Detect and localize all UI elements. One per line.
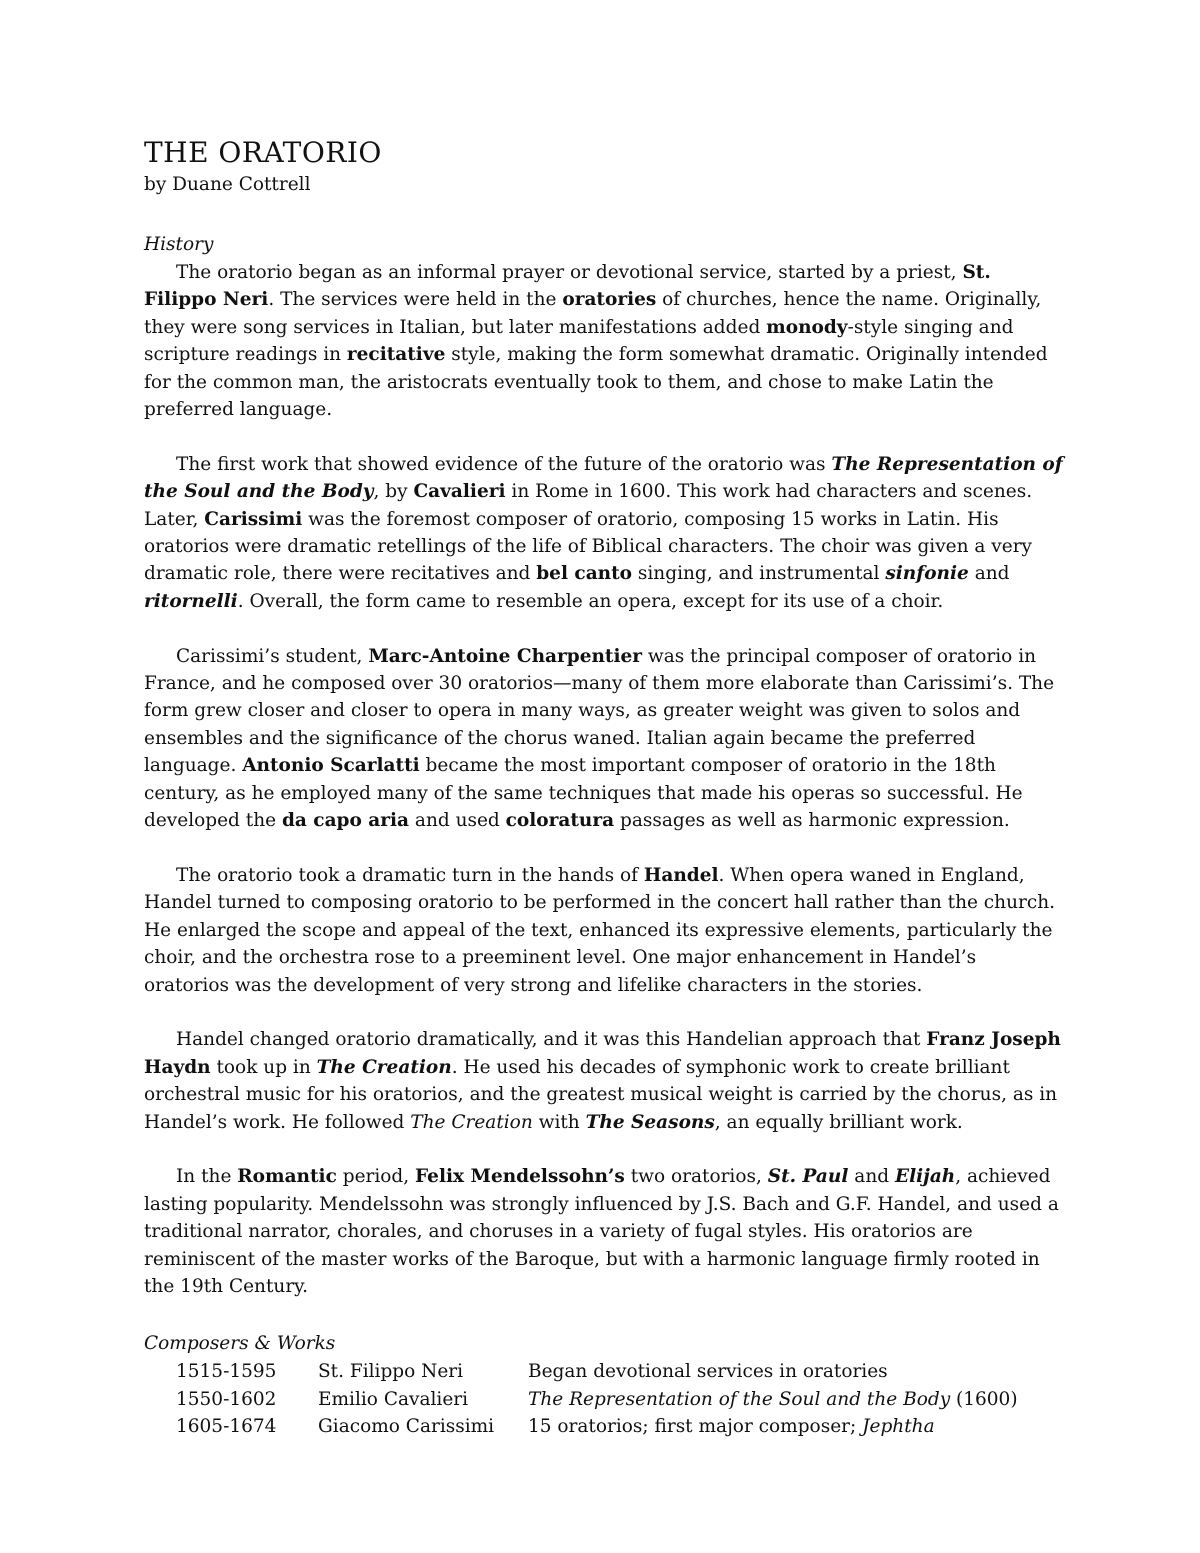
history-paragraph-6 [144,1163,1064,1300]
text-run: , achieved lasting popularity. Mendelssohn was strongly influenced by J.S. Bach and G.F. Handel, and used a traditional narrator, chorales, and choruses in a variety of fugal styles. His oratorios are reminiscent of the master works of the Baroque, but with a harmonic language firmly rooted in the 19th Century. [144,1166,1059,1297]
bold-term: da capo aria [281,810,410,832]
composer-name: Giacomo Carissimi [318,1416,495,1438]
text-run: Carissimi’s student, [176,645,369,667]
text-run: The first work that showed evidence of the future of the oratorio was [176,453,832,475]
text-run: , by [373,481,414,503]
history-paragraph-5 [144,1026,1064,1136]
text-run: and used [409,810,506,832]
composers-works-table [176,1358,1018,1440]
text-run: Began devotional services in oratories [528,1361,888,1383]
text-run: In the [176,1166,238,1188]
author-byline: by Duane Cottrell [144,174,311,195]
bold-term: Handel [643,864,719,886]
bold-term: Carissimi [204,508,303,530]
bold-italic-title: St. Paul [767,1166,849,1188]
bold-term: bel canto [536,563,633,585]
italic-title: The Representation of the Soul and the Body [528,1388,951,1410]
composer-years: 1550-1602 [176,1388,277,1410]
bold-term: monody [766,316,848,338]
text-run: The oratorio took a dramatic turn in the hands of [176,864,644,886]
text-run: Handel changed oratorio dramatically, and it was this Handelian approach that [176,1029,927,1051]
bold-term: oratories [562,289,657,311]
text-run: The oratorio began as an informal prayer or devotional service, started by a priest, [176,262,963,283]
italic-title: Jephtha [862,1416,935,1438]
bold-term: Marc-Antoine Charpentier [368,645,643,667]
bold-term: Felix Mendelssohn’s [415,1166,625,1188]
history-paragraph-3 [144,643,1064,835]
text-run: period, [336,1166,416,1188]
composer-works [528,1358,1018,1385]
bold-italic-title: Elijah [894,1166,956,1188]
text-run: became the most important composer of oratorio in the 18th century, as he employed many of the same techniques that made his operas so successful. He developed the [144,755,1023,832]
bold-term: Cavalieri [413,481,506,503]
composer-name: Emilio Cavalieri [318,1388,469,1410]
history-heading: History [144,234,214,255]
history-paragraph-2 [144,451,1064,615]
bold-term: Franz Joseph Haydn [144,1029,1061,1078]
text-run: two oratorios, [624,1166,768,1188]
text-run: with [532,1111,586,1133]
text-run: 15 oratorios; first major composer; [528,1416,863,1438]
text-run: in Rome in 1600. This work had characters and scenes. Later, [144,481,1033,530]
composer-years: 1605-1674 [176,1416,277,1438]
text-run: and [968,563,1010,585]
composer-works [528,1386,1018,1413]
composer-years: 1515-1595 [176,1361,277,1383]
text-run: and [848,1166,895,1188]
bold-term: St. Filippo Neri [144,262,991,311]
bold-term: Antonio Scarlatti [242,755,420,777]
text-run: of churches, hence the name. Originally, they were song services in Italian, but later manifestations added [144,289,1042,338]
bold-italic-title: The Seasons [585,1111,715,1133]
text-run: . The services were held in the [268,289,563,311]
text-run: was the foremost composer of oratorio, composing 15 works in Latin. His oratorios were dramatic retellings of the life of Biblical characters. The choir was given a very dramatic role, there were recitatives and [144,508,1032,585]
history-paragraph-4 [144,862,1064,999]
bold-italic-title: ritornelli [144,590,238,612]
table-row [176,1358,1018,1385]
table-row [176,1386,1018,1413]
bold-term: Romantic [237,1166,337,1188]
text-run: . Overall, the form came to resemble an opera, except for its use of a choir. [237,590,944,612]
bold-italic-title: sinfonie [885,563,969,585]
text-run: took up in [210,1056,317,1078]
text-run: style, making the form somewhat dramatic. Originally intended for the common man, the aristocrats eventually took to them, and chose to make Latin the preferred language. [144,344,1048,421]
composer-works [528,1413,1018,1440]
text-run: was the principal composer of oratorio in France, and he composed over 30 oratorios—many of them more elaborate than Carissimi’s. The form grew closer and closer to opera in many ways, as greater weight was given to solos and ensembles and the significance of the chorus waned. Italian again became the preferred language. [144,645,1055,777]
bold-term: recitative [346,344,446,366]
history-paragraph-1 [144,259,1064,423]
text-run: . When opera waned in England, Handel turned to composing oratorio to be performed in the concert hall rather than the church. He enlarged the scope and appeal of the text, enhanced its expressive elements, particularly the choir, and the orchestra rose to a preeminent level. One major enhancement in Handel’s oratorios was the development of very strong and lifelike characters in the stories. [144,864,1055,996]
table-row [176,1413,1018,1440]
italic-title: The Creation [410,1111,533,1133]
text-run: passages as well as harmonic expression. [614,810,1010,832]
document-title: THE ORATORIO [144,136,382,169]
text-run: (1600) [950,1388,1018,1410]
bold-italic-title: The Representation of the Soul and the Body [144,453,1063,503]
text-run: , an equally brilliant work. [714,1111,963,1133]
bold-term: coloratura [505,810,615,832]
composers-works-heading: Composers & Works [144,1333,336,1355]
bold-italic-title: The Creation [316,1056,452,1078]
text-run: singing, and instrumental [632,563,886,585]
document-page [144,135,1064,1441]
composer-name: St. Filippo Neri [318,1361,464,1383]
text-run: -style singing and scripture readings in [144,316,1014,366]
text-run: . He used his decades of symphonic work to create brilliant orchestral music for his oratorios, and the greatest musical weight is carried by the chorus, as in Handel’s work. He followed [144,1056,1058,1133]
